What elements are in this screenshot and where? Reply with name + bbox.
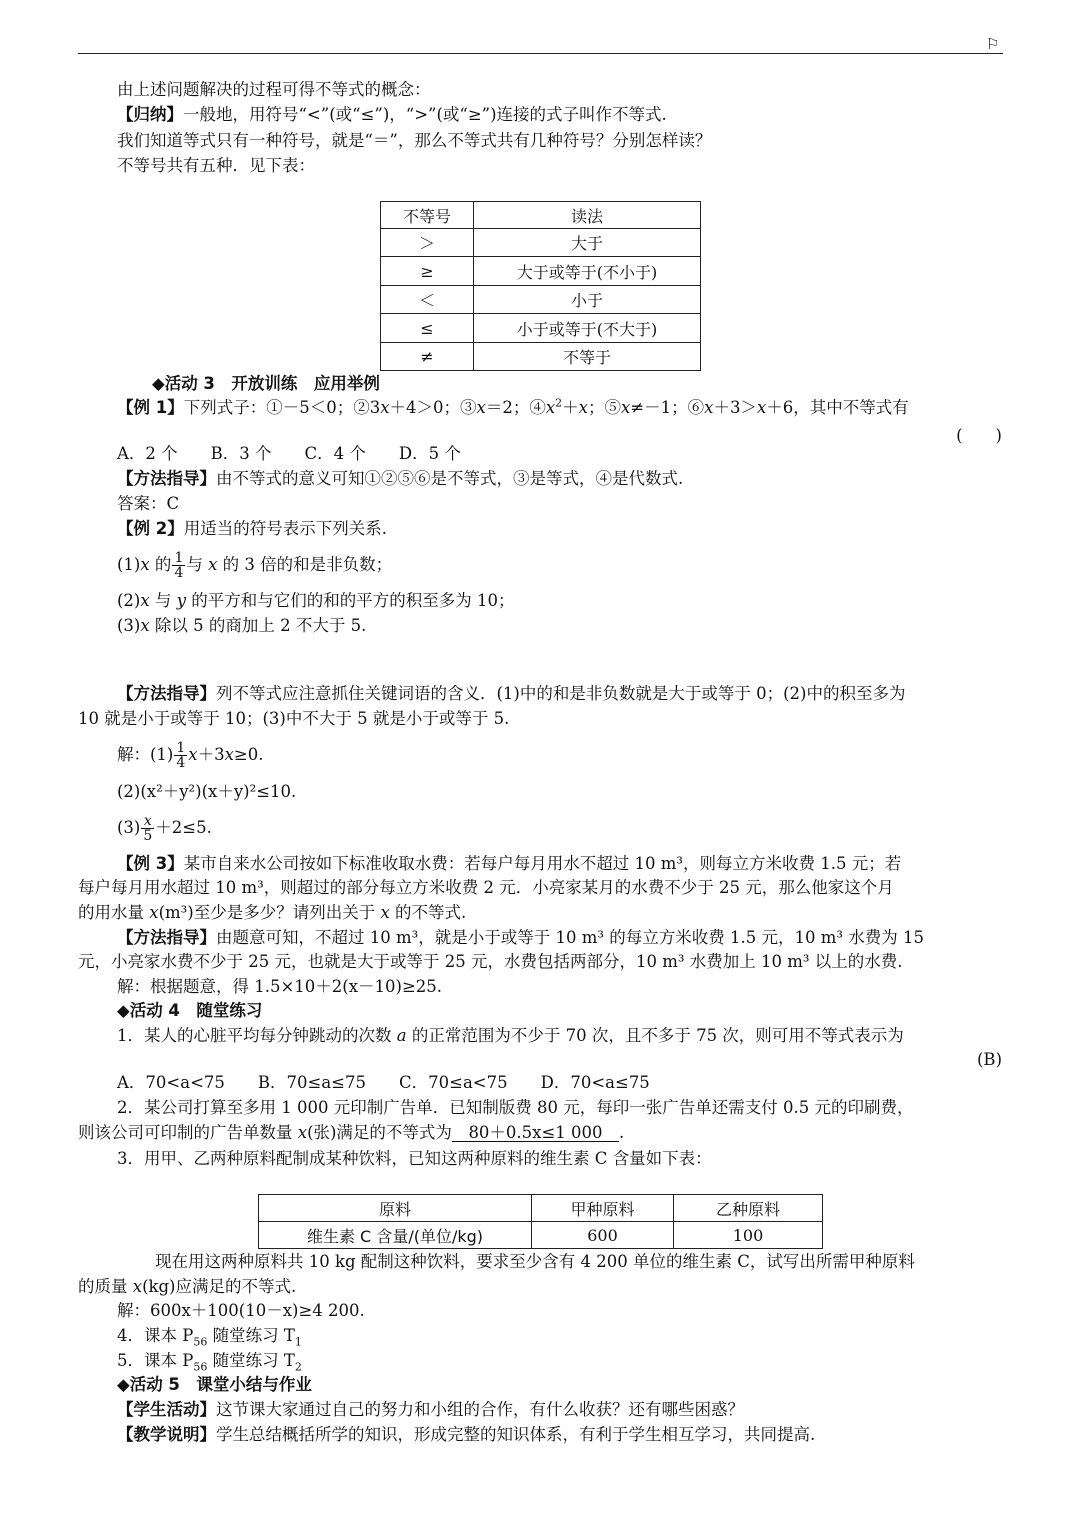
practice1-line	[117, 1025, 904, 1047]
practice4-text: 4．课本 P	[117, 1326, 194, 1345]
practice1-text: 1．某人的心脏平均每分钟跳动的次数	[117, 1026, 397, 1045]
var-x: x	[140, 555, 150, 574]
example2-tag: 【例 2】	[117, 519, 184, 538]
teaching-note-tag: 【教学说明】	[117, 1425, 216, 1444]
example1-text: ＋4＞0；③	[389, 398, 477, 417]
flag-icon: ⚐	[986, 35, 1000, 53]
example2-q1	[117, 551, 392, 580]
practice5-line	[117, 1350, 302, 1372]
q1-text: 的 3 倍的和是非负数；	[217, 555, 393, 574]
method-text: 由题意可知，不超过 10 m³，就是小于或等于 10 m³ 的每立方米收费 1.5 元，10 m³ 水费为 15	[216, 928, 924, 947]
practice2-line2	[78, 1122, 624, 1144]
table-cell: 小于或等于(不大于)	[474, 314, 701, 343]
practice2-text: (张)满足的不等式为	[307, 1123, 452, 1142]
q1-text: 的	[149, 555, 172, 574]
var-x: x	[140, 591, 150, 610]
induction-line	[117, 104, 667, 126]
example1-text: 下列式子：①－5＜0；②3	[183, 398, 381, 417]
example3-line3	[78, 902, 466, 924]
practice2-text: 则该公司可印制的广告单数量	[78, 1123, 298, 1142]
denominator: 5	[143, 828, 153, 844]
method-tag: 【方法指导】	[117, 928, 216, 947]
example3-tag: 【例 3】	[117, 854, 184, 873]
solution-text: ＋3	[197, 745, 225, 764]
example3-line	[117, 853, 901, 875]
method-guide-1	[117, 468, 683, 490]
fraction-one-quarter	[174, 741, 187, 770]
table-header: 甲种原料	[532, 1195, 674, 1222]
table-cell: 大于或等于(不小于)	[474, 257, 701, 286]
fraction-x-over-five	[141, 814, 154, 843]
method-guide-2-cont: 10 就是小于或等于 10；(3)中不大于 5 就是小于或等于 5.	[78, 709, 510, 728]
inequality-symbols-table	[380, 201, 701, 371]
intro-line: 由上述问题解决的过程可得不等式的概念：	[117, 80, 431, 99]
practice1-text: 的正常范围为不少于 70 次，且不多于 75 次，则可用不等式表示为	[406, 1026, 904, 1045]
table-header: 不等号	[381, 202, 474, 229]
example3-text: 某市自来水公司按如下标准收取水费：若每户每月用水不超过 10 m³，则每立方米收费 1.5 元；若	[183, 854, 902, 873]
method-text: 由不等式的意义可知①②⑤⑥是不等式，③是等式，④是代数式.	[216, 469, 684, 488]
solution-text: ≥0.	[233, 745, 264, 764]
symbols-question: 我们知道等式只有一种符号，就是“＝”，那么不等式共有几种符号？分别怎样读？	[117, 131, 712, 150]
var-x: x	[208, 555, 218, 574]
example2-q2	[117, 590, 515, 612]
practice5-text: 5．课本 P	[117, 1351, 194, 1370]
fill-blank-answer: 80＋0.5x≤1 000	[451, 1123, 620, 1142]
practice3-line2: 现在用这两种原料共 10 kg 配制这种饮料，要求至少含有 4 200 单位的维生素 C，试写出所需甲种原料	[155, 1252, 915, 1271]
var-x: x	[297, 1123, 308, 1142]
table-cell: 600	[532, 1222, 674, 1249]
table-cell: 不等于	[474, 343, 701, 371]
table-header: 原料	[259, 1195, 532, 1222]
var-x: x	[188, 745, 198, 764]
activity3-heading: ◆活动 3 开放训练 应用举例	[152, 374, 380, 393]
practice2-line: 2．某公司打算至多用 1 000 元印制广告单．已知制版费 80 元，每印一张广告单还需支付 0.5 元的印刷费，	[117, 1098, 914, 1117]
answer-line: 答案：C	[117, 494, 180, 513]
method-guide-3-cont: 元，小亮家水费不少于 25 元，也就是大于或等于 25 元，水费包括两部分，10 m³ 水费加上 10 m³ 以上的水费.	[78, 952, 903, 971]
table-cell: ＞	[381, 229, 474, 257]
solution-1	[117, 741, 264, 770]
teaching-note-text: 学生总结概括所学的知识，形成完整的知识体系，有利于学生相互学习，共同提高.	[216, 1425, 816, 1444]
task-subscript: 1	[294, 1335, 302, 1349]
method-guide-2	[117, 683, 906, 705]
q3-text: 除以 5 的商加上 2 不大于 5.	[149, 616, 367, 635]
var-x: x	[578, 398, 588, 417]
practice3-line3	[78, 1276, 296, 1298]
solution-3	[117, 814, 212, 843]
table-cell: ≠	[381, 343, 474, 371]
var-x: x	[620, 398, 631, 417]
example2-line	[117, 518, 387, 540]
var-x: x	[132, 1277, 143, 1296]
student-activity-tag: 【学生活动】	[117, 1400, 216, 1419]
example3-text: 的不等式.	[389, 903, 467, 922]
example1-text: ≠－1；⑥	[630, 398, 705, 417]
q2-text: 与	[149, 591, 177, 610]
example1-line: 【例 1】下列式子：①－5＜0；②3x＋4＞0；③x＝2；$④x^2+x$；⑤x≠－1；⑥x＋3＞x＋6，其中不等式有	[117, 396, 909, 417]
example1-tag: 【例 1】	[117, 398, 184, 417]
student-activity-text: 这节课大家通过自己的努力和小组的合作，有什么收获？还有哪些困惑？	[216, 1400, 744, 1419]
teaching-note-line	[117, 1424, 815, 1446]
denominator: 4	[174, 565, 184, 581]
table-cell: 大于	[474, 229, 701, 257]
practice1-options: A．70<a<75 B．70≤a≤75 C．70≤a<75 D．70<a≤75	[117, 1073, 650, 1092]
fraction-one-quarter	[172, 551, 185, 580]
practice3-text: 的质量	[78, 1277, 133, 1296]
example3-text: (m³)至少是多少？请列出关于	[158, 903, 381, 922]
practice5-text: 随堂练习 T	[207, 1351, 295, 1370]
example2-q3	[117, 615, 366, 637]
page-subscript: 56	[193, 1360, 208, 1374]
practice3-line: 3．用甲、乙两种原料配制成某种饮料，已知这两种原料的维生素 C 含量如下表：	[117, 1149, 712, 1168]
example1-text: ＋6，其中不等式有	[766, 398, 909, 417]
page-subscript: 56	[193, 1335, 208, 1349]
example3-text: 的用水量	[78, 903, 150, 922]
var-x: x	[545, 398, 556, 417]
induction-text: 一般地，用符号“<”(或“≤”)，“>”(或“≥”)连接的式子叫作不等式.	[183, 105, 667, 124]
var-x: x	[476, 398, 486, 417]
student-activity-line	[117, 1399, 744, 1421]
example1-text: ＋3＞	[713, 398, 757, 417]
var-x: x	[140, 616, 150, 635]
example1-text: ＋	[562, 398, 579, 417]
five-kinds-line: 不等号共有五种．见下表：	[117, 156, 315, 175]
var-y: y	[176, 591, 187, 610]
activity4-heading: ◆活动 4 随堂练习	[117, 1001, 263, 1020]
denominator: 4	[176, 755, 186, 771]
practice4-line	[117, 1325, 302, 1347]
practice1-answer: (B)	[977, 1050, 1002, 1069]
numerator: 1	[176, 740, 186, 756]
q1-text: (1)	[117, 555, 141, 574]
var-x: x	[224, 745, 234, 764]
table-cell: 小于	[474, 286, 701, 314]
q2-text: 的平方和与它们的和的平方的积至多为 10；	[186, 591, 515, 610]
table-cell: 100	[674, 1222, 823, 1249]
numerator: x	[141, 814, 154, 829]
header-rule	[78, 53, 1003, 54]
activity5-heading: ◆活动 5 课堂小结与作业	[117, 1375, 312, 1394]
example1-options: A．2 个 B．3 个 C．4 个 D．5 个	[117, 444, 461, 463]
task-subscript: 2	[294, 1360, 302, 1374]
example1-text: ；⑤	[587, 398, 621, 417]
var-x: x	[380, 398, 390, 417]
method-guide-3	[117, 927, 924, 949]
solution-text: ＋2≤5.	[155, 818, 212, 837]
example1-text: ＝2；④	[485, 398, 546, 417]
numerator: 1	[174, 550, 184, 566]
example2-text: 用适当的符号表示下列关系.	[183, 519, 387, 538]
induction-tag: 【归纳】	[117, 105, 183, 124]
method-tag: 【方法指导】	[117, 684, 216, 703]
solution-ex3: 解：根据题意，得 1.5×10＋2(x－10)≥25.	[117, 977, 443, 996]
answer-paren: ( )	[956, 426, 1002, 445]
practice3-text: (kg)应满足的不等式.	[142, 1277, 297, 1296]
table-cell: ≥	[381, 257, 474, 286]
var-x: x	[380, 903, 390, 922]
solution-text: (3)	[117, 818, 141, 837]
table-cell: ＜	[381, 286, 474, 314]
solution-text: 解：(1)	[117, 745, 174, 764]
var-x: x	[756, 398, 767, 417]
method-text: 列不等式应注意抓住关键词语的含义．(1)中的和是非负数就是大于或等于 0；(2)中的积至多为	[216, 684, 906, 703]
practice4-text: 随堂练习 T	[207, 1326, 295, 1345]
table-header: 乙种原料	[674, 1195, 823, 1222]
var-x: x	[704, 398, 714, 417]
method-tag: 【方法指导】	[117, 469, 216, 488]
q3-text: (3)	[117, 616, 141, 635]
table-header: 读法	[474, 202, 701, 229]
table-cell: ≤	[381, 314, 474, 343]
example3-line2: 每户每月用水超过 10 m³，则超过的部分每立方米收费 2 元．小亮家某月的水费不少于 25 元，那么他家这个月	[78, 878, 894, 897]
practice2-text: .	[619, 1123, 625, 1142]
var-a: a	[396, 1026, 407, 1045]
practice3-solution: 解：600x＋100(10－x)≥4 200.	[117, 1301, 365, 1320]
var-x: x	[149, 903, 159, 922]
q1-text: 与	[186, 555, 209, 574]
q2-text: (2)	[117, 591, 141, 610]
vitamin-c-table	[258, 1194, 823, 1249]
table-cell: 维生素 C 含量/(单位/kg)	[259, 1222, 532, 1249]
solution-2: (2)(x²＋y²)(x＋y)²≤10.	[117, 782, 297, 801]
